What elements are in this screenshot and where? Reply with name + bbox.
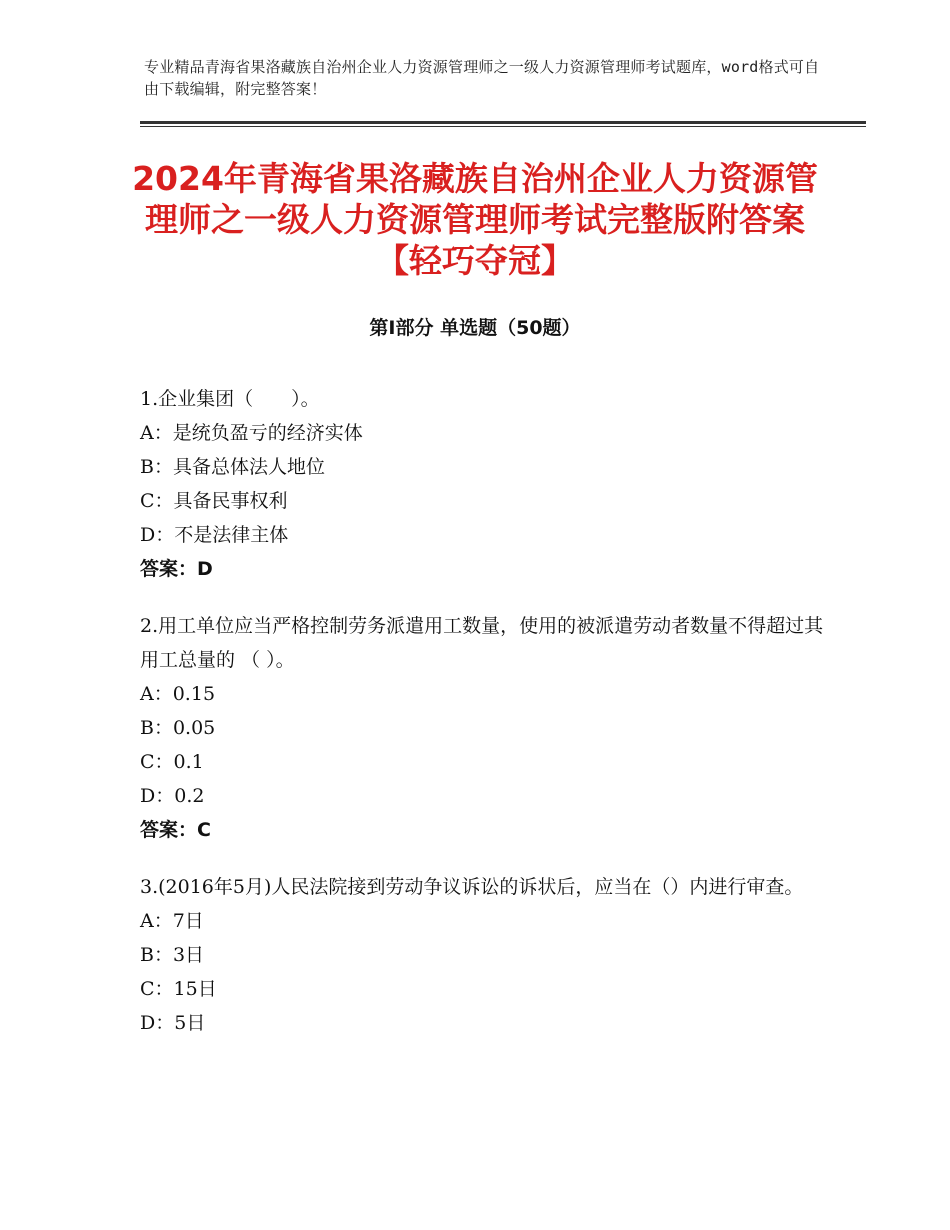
answer: 答案：C	[140, 819, 211, 841]
question-stem: 1.企业集团（ ）。	[140, 388, 320, 410]
option-b: B：具备总体法人地位	[140, 456, 325, 478]
question-stem: 2.用工单位应当严格控制劳务派遣用工数量，使用的被派遣劳动者数量不得超过其用工总量的 （ ）。	[140, 615, 824, 671]
answer: 答案：D	[140, 558, 213, 580]
section-heading: 第Ⅰ部分 单选题（50题）	[369, 317, 581, 339]
option-a: A：0.15	[140, 683, 216, 705]
question-1	[140, 382, 830, 586]
option-a: A：是统负盈亏的经济实体	[140, 422, 363, 444]
option-c: C：15日	[140, 978, 217, 1000]
option-c: C：0.1	[140, 751, 204, 773]
option-d: D：0.2	[140, 785, 205, 807]
header-note: 专业精品青海省果洛藏族自治州企业人力资源管理师之一级人力资源管理师考试题库，word格式可自由下载编辑，附完整答案！	[144, 58, 820, 98]
option-b: B：0.05	[140, 717, 216, 739]
header-divider-thick	[140, 121, 866, 124]
header-divider-thin	[140, 126, 866, 127]
question-3	[140, 870, 830, 1040]
option-c: C：具备民事权利	[140, 490, 288, 512]
question-stem: 3.(2016年5月)人民法院接到劳动争议诉讼的诉状后，应当在（）内进行审查。	[140, 876, 804, 898]
option-d: D：不是法律主体	[140, 524, 289, 546]
question-2	[140, 609, 830, 847]
question-list	[140, 382, 830, 1063]
option-b: B：3日	[140, 944, 205, 966]
option-d: D：5日	[140, 1012, 206, 1034]
document-title: 2024年青海省果洛藏族自治州企业人力资源管理师之一级人力资源管理师考试完整版附答案【轻巧夺冠】	[132, 159, 818, 280]
option-a: A：7日	[140, 910, 204, 932]
